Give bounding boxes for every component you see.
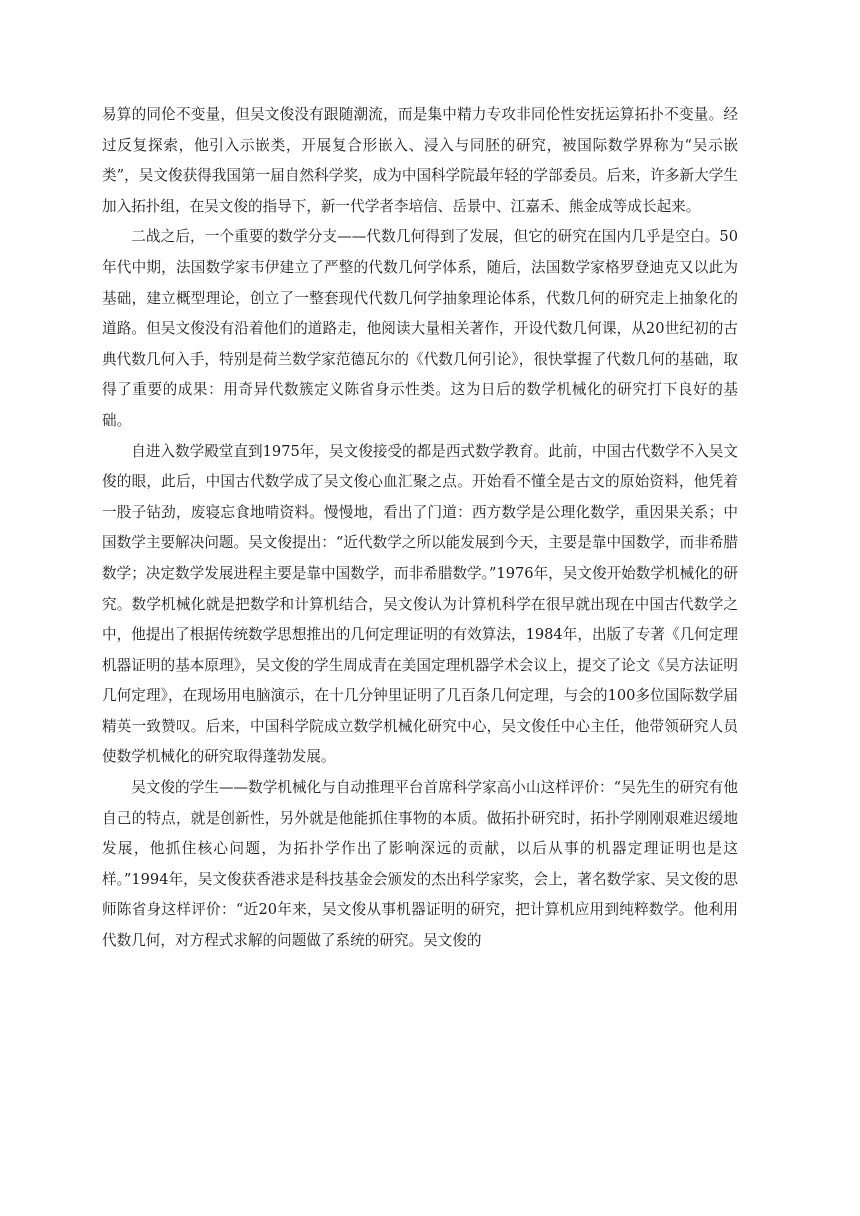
paragraph-continued: 易算的同伦不变量，但吴文俊没有跟随潮流，而是集中精力专攻非同伦性安抚运算拓扑不变量。经过反复探索，他引入示嵌类，开展复合形嵌入、浸入与同胚的研究，被国际数学界称为“吴示嵌类”，吴文俊获得我国第一届自然科学奖，成为中国科学院最年轻的学部委员。后来，许多新大学生加入拓扑组，在吴文俊的指导下，新一代学者李培信、岳景中、江嘉禾、熊金成等成长起来。 [102, 106, 738, 215]
article-body [102, 100, 738, 957]
paragraph: 自进入数学殿堂直到1975年，吴文俊接受的都是西式数学教育。此前，中国古代数学不入吴文俊的眼，此后，中国古代数学成了吴文俊心血汇聚之点。开始看不懂全是古文的原始资料，他凭着一股子钻劲，废寝忘食地啃资料。慢慢地，看出了门道：西方数学是公理化数学，重因果关系；中国数学主要解决问题。吴文俊提出：“近代数学之所以能发展到今天，主要是靠中国数学，而非希腊数学；决定数学发展进程主要是靠中国数学，而非希腊数学。”1976年，吴文俊开始数学机械化的研究。数学机械化就是把数学和计算机结合，吴文俊认为计算机科学在很早就出现在中国古代数学之中，他提出了根据传统数学思想推出的几何定理证明的有效算法，1984年，出版了专著《几何定理机器证明的基本原理》，吴文俊的学生周成青在美国定理机器学术会议上，提交了论文《吴方法证明几何定理》，在现场用电脑演示，在十几分钟里证明了几百条几何定理，与会的100多位国际数学届精英一致赞叹。后来，中国科学院成立数学机械化研究中心，吴文俊任中心主任，他带领研究人员使数学机械化的研究取得蓬勃发展。 [102, 442, 738, 766]
paragraph: 二战之后，一个重要的数学分支——代数几何得到了发展，但它的研究在国内几乎是空白。50年代中期，法国数学家韦伊建立了严整的代数几何学体系，随后，法国数学家格罗登迪克又以此为基础，建立概型理论，创立了一整套现代代数几何学抽象理论体系，代数几何的研究走上抽象化的道路。但吴文俊没有沿着他们的道路走，他阅读大量相关著作，开设代数几何课，从20世纪初的古典代数几何入手，特别是荷兰数学家范德瓦尔的《代数几何引论》，很快掌握了代数几何的基础，取得了重要的成果：用奇异代数簇定义陈省身示性类。这为日后的数学机械化的研究打下良好的基础。 [102, 228, 738, 429]
paragraph: 吴文俊的学生——数学机械化与自动推理平台首席科学家高小山这样评价：“吴先生的研究有他自己的特点，就是创新性，另外就是他能抓住事物的本质。做拓扑研究时，拓扑学刚刚艰难迟缓地发展，他抓住核心问题，为拓扑学作出了影响深远的贡献，以后从事的机器定理证明也是这样。”1994年，吴文俊获香港求是科技基金会颁发的杰出科学家奖，会上，著名数学家、吴文俊的思师陈省身这样评价：“近20年来，吴文俊从事机器证明的研究，把计算机应用到纯粹数学。他利用代数几何，对方程式求解的问题做了系统的研究。吴文俊的 [102, 779, 738, 950]
